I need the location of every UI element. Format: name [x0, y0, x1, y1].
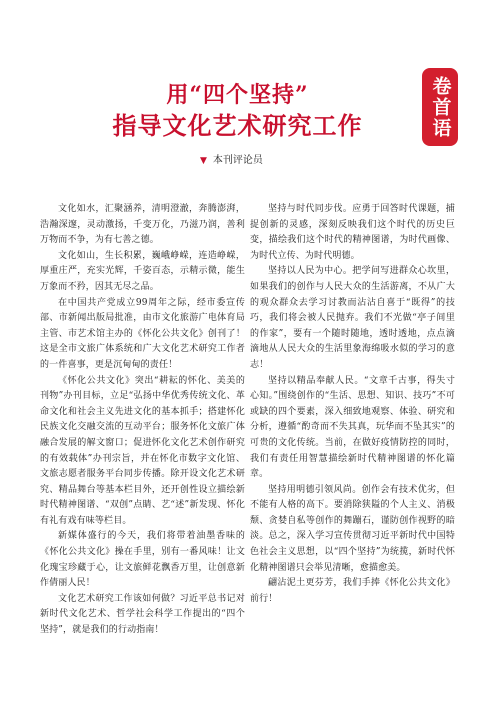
section-badge-label: 卷首语 [429, 75, 452, 139]
left-column [40, 202, 245, 639]
paragraph: 文化艺术研究工作该如何做？习近平总书记对新时代文化艺术、哲学社会科学工作提出的“四个坚持”，就是我们的行动指南！ [40, 593, 245, 636]
paragraph: 坚持用明德引领风尚。创作会有技术优劣，但不能有人格的高下。要消除狭隘的个人主义、消极颓、贪婪自私等创作的舞蹦石，谨防创作视野的暗淡。总之，深入学习宣传贯彻习近平新时代中国特色社会主义思想，以“四个坚持”为统揽，新时代怀化精神图谱只会举见清晰，愈描愈美。 [250, 484, 455, 573]
title-line-1: 用“四个坚持” [166, 82, 309, 108]
right-column [250, 202, 455, 607]
paragraph: 《怀化公共文化》突出“耕耘的怀化、美美的刊物”办刊目标，立足“弘扬中华优秀传统文化、革命文化和社会主义先进文化的基本抓手；搭建怀化民族文化交融交流的互动平台；服务怀化文旅广体融合发展的解文窗口；促进怀化文化艺术创作研究的有效载体”办刊宗旨，并在怀化市数字文化馆、文旅志愿者服务平台同步传播。除开设文化艺术研究、精品舞台等基本栏目外，还开创性设立描绘新时代精神图谱、“双创”点睛、艺“述”新发现、怀化有礼有戏有味等栏目。 [40, 375, 245, 526]
paragraph: 文化如山，生长积累，巍峨峥嵘，连造峥嵘，厚重庄严，充实光辉，千姿百态，示精示微，能生万象而不矜，因其无尽之品。 [40, 250, 245, 292]
triangle-down-icon: ▼ [200, 156, 207, 166]
paragraph: 坚持与时代同步伐。应勇于回答时代课题，捕捉创新的灵感，深刻反映我们这个时代的历史巨变，描绘我们这个时代的精神图谱，为时代画像、为时代立传、为时代明德。 [250, 204, 455, 261]
byline [200, 151, 263, 166]
byline-text: 本刊评论员 [212, 155, 263, 166]
article-title [95, 80, 380, 142]
paragraph: 翩沾泥土更芬芳，我们手捧《怀化公共文化》前行！ [250, 578, 455, 604]
paragraph: 坚持以精品奉献人民。“文章千古事，得失寸心知。”围绕创作的“生活、思想、知识、技巧”不可或缺的四个要素，深入细致地观察、体验、研究和分析，遵循“酌奇而不失其真，玩华而不坠其实”的可贵的文化传统。当前，在做好疫情防控的同时，我们有责任用智慧描绘新时代精神图谱的怀化篇章。 [250, 375, 455, 480]
paragraph: 坚持以人民为中心。把学问写进群众心坎里，如果我们的创作与人民大众的生活游离，不从广大的观众群众去学习讨教而沾沾自喜于“既得”的技巧，我们将会被人民抛弃。我们不光做“亭子间里的作家”，要有一个随时随地，透时透地，点点滴滴地从人民大众的生活里象海绵吸水似的学习的意志！ [250, 266, 455, 370]
paragraph: 文化如水，汇聚涵养，清明澄澈，奔腾澎湃，浩瀚深邃，灵动激扬，千变万化，乃滋乃润，善利万物而不争，为有七善之德。 [40, 204, 245, 246]
paragraph: 在中国共产党成立99周年之际，经市委宣传部、市新闻出版局批准，由市文化旅游广电体育局主管、市艺术馆主办的《怀化公共文化》创刊了！这是全市文旅广体系统和广大文化艺术研究工作者的一件喜事，更是沉甸甸的责任！ [40, 297, 245, 370]
section-badge [422, 68, 458, 146]
paragraph: 新媒体盛行的今天，我们将带着油墨香味的《怀化公共文化》操在手里，别有一番风味！让文化瑰宝珍藏于心，让文旅鲜花飘香万里，让创意新作倩丽人民！ [40, 531, 245, 589]
title-line-2: 指导文化艺术研究工作 [112, 111, 363, 140]
